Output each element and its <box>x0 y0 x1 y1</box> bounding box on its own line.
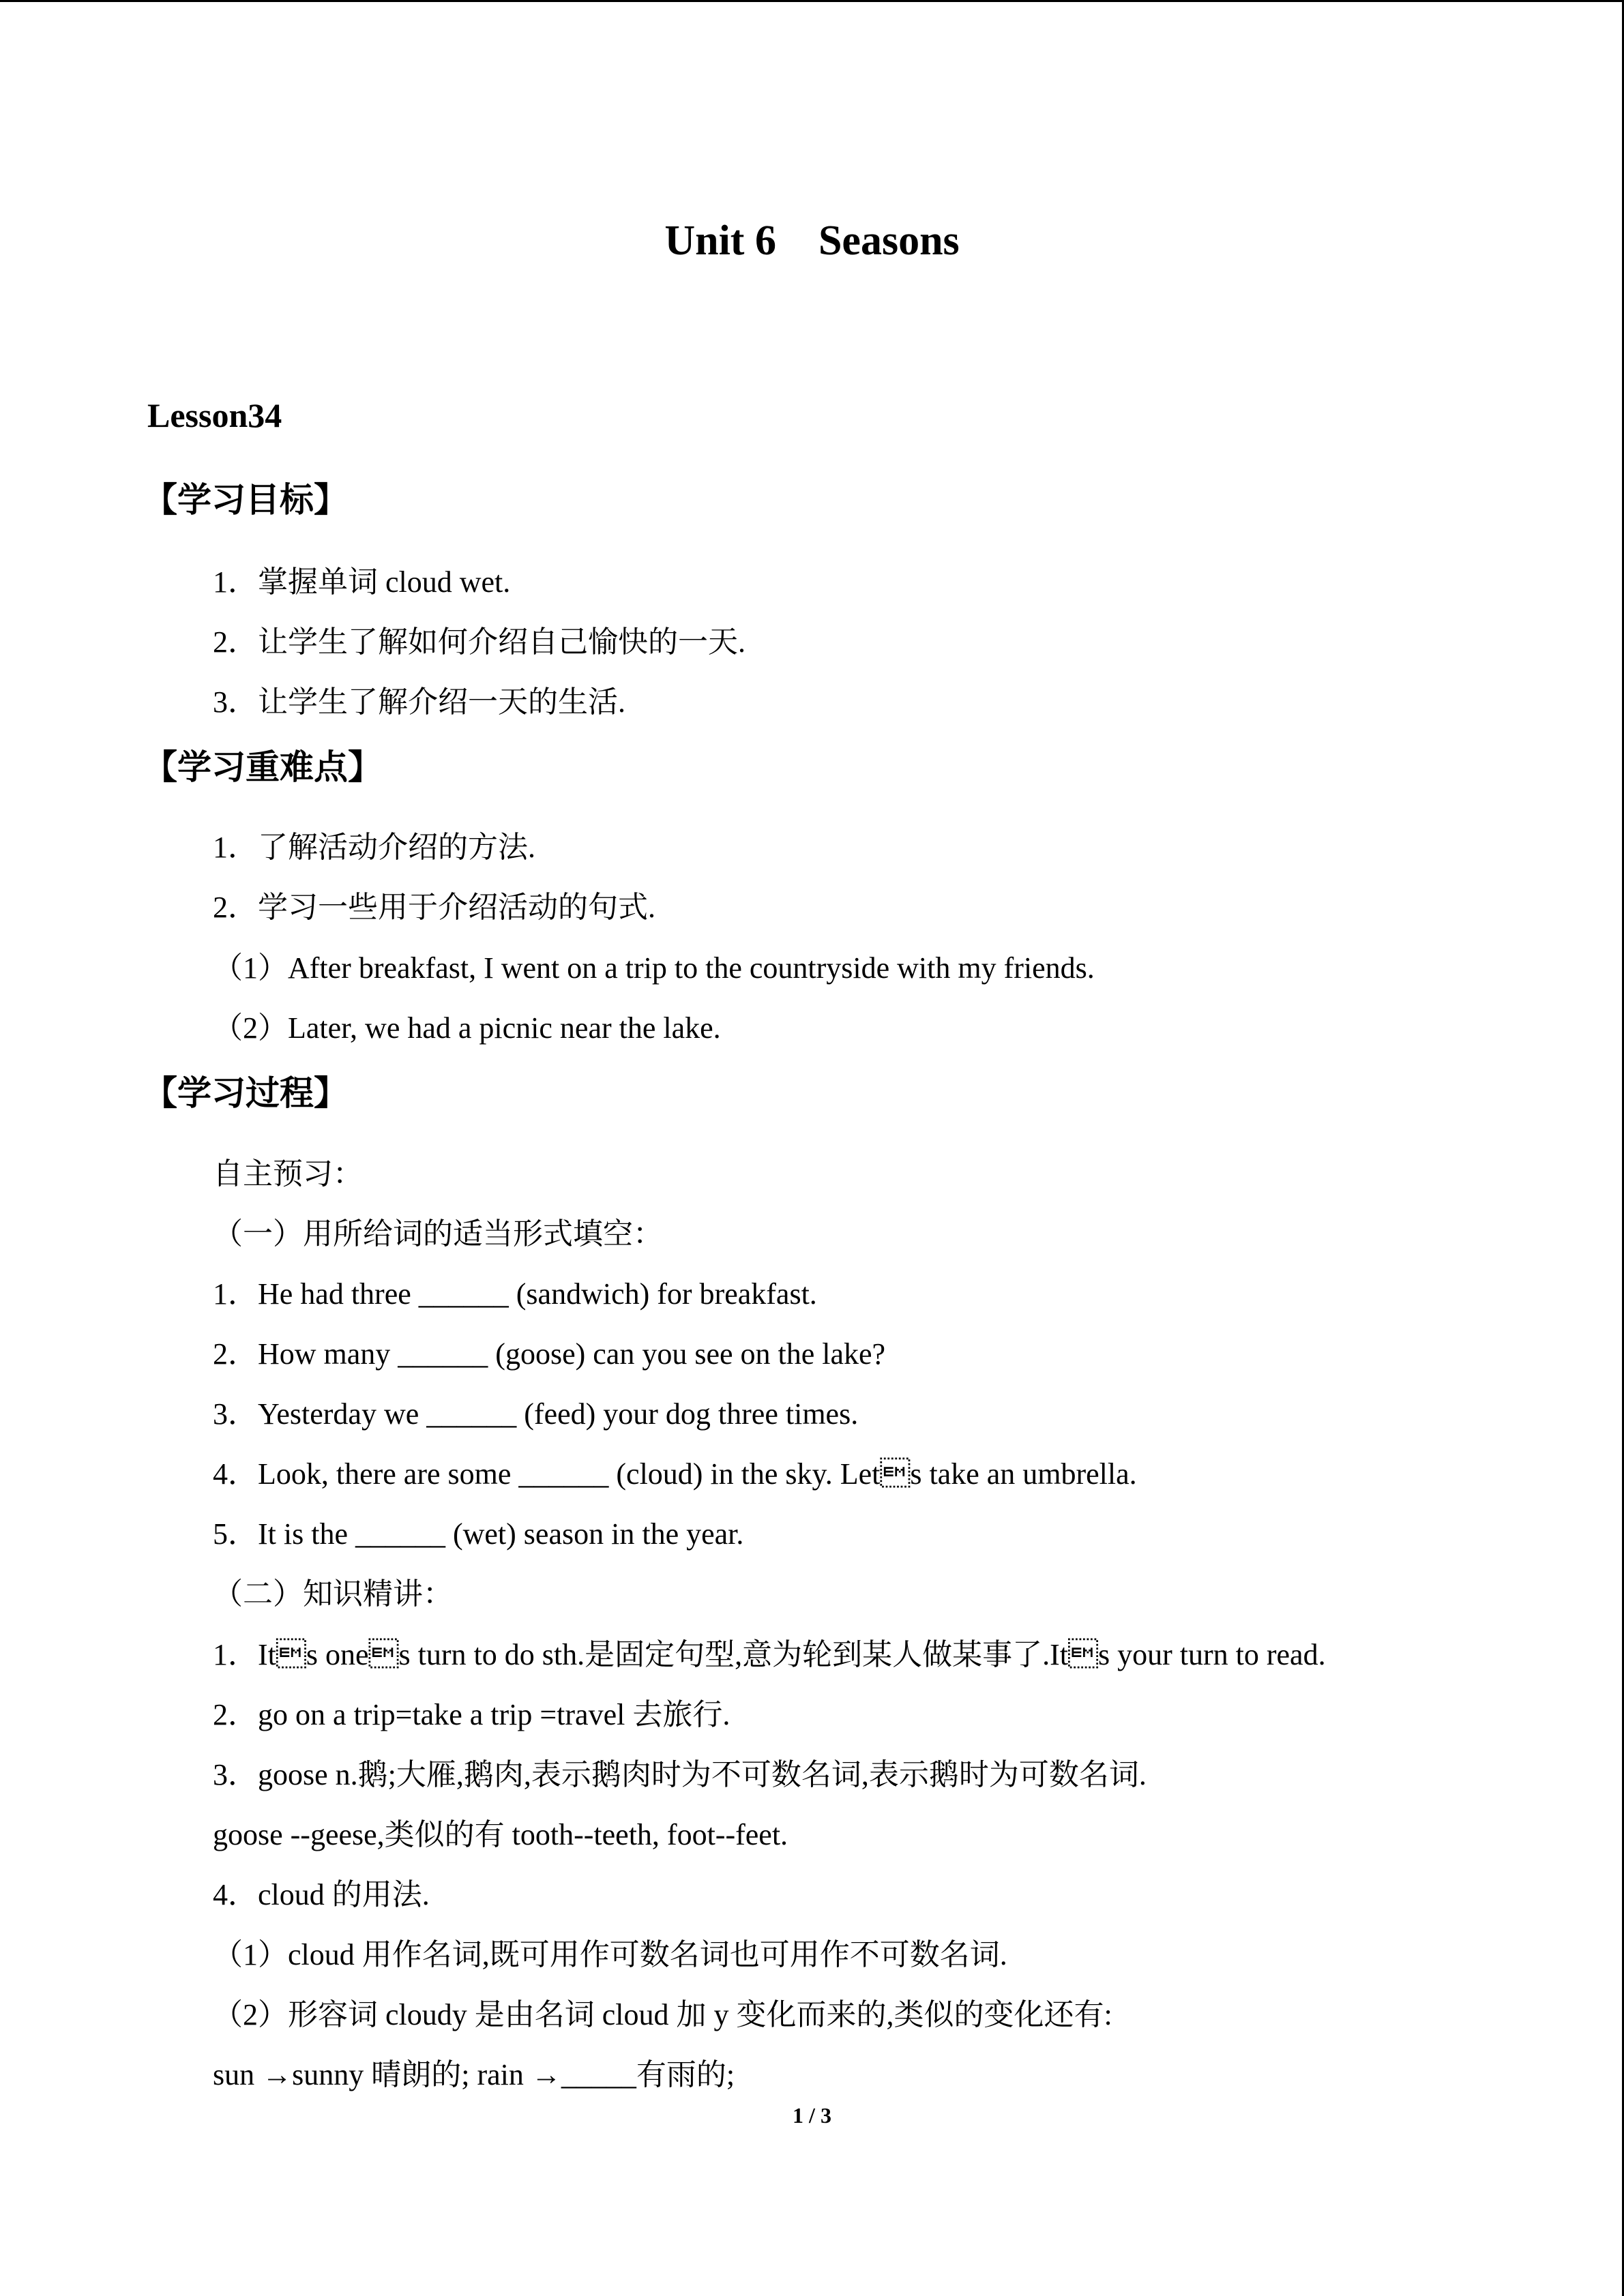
knowledge-item: 1．Its ones turn to do sth.是固定句型,意为轮到某人做某事了.Its your turn to read. <box>213 1638 1326 1671</box>
objective-item: 1．掌握单词 cloud wet. <box>213 565 511 599</box>
key-point-example: （1）After breakfast, I went on a trip to the countryside with my friends. <box>213 951 1095 985</box>
knowledge-item: （1）cloud 用作名词,既可用作可数名词也可用作不可数名词. <box>213 1938 1007 1971</box>
exercise-item: 3．Yesterday we ______ (feed) your dog three times. <box>213 1397 859 1431</box>
key-point-item: 2．学习一些用于介绍活动的句式. <box>213 891 655 924</box>
objective-item: 2．让学生了解如何介绍自己愉快的一天. <box>213 625 745 659</box>
key-points-heading: 【学习重难点】 <box>143 747 382 787</box>
exercise-item: 4．Look, there are some ______ (cloud) in the sky. Lets take an umbrella. <box>213 1457 1137 1491</box>
process-heading: 【学习过程】 <box>143 1073 348 1113</box>
knowledge-item: 2．go on a trip=take a trip =travel 去旅行. <box>213 1698 730 1731</box>
knowledge-item: （2）形容词 cloudy 是由名词 cloud 加 y 变化而来的,类似的变化还有: <box>213 1998 1112 2031</box>
exercise-item: 5．It is the ______ (wet) season in the year. <box>213 1517 744 1551</box>
objectives-heading: 【学习目标】 <box>143 480 348 520</box>
exercise-item: 1．He had three ______ (sandwich) for breakfast. <box>213 1277 817 1311</box>
exercise-instruction: （一）用所给词的适当形式填空： <box>213 1217 663 1251</box>
knowledge-item: 4．cloud 的用法. <box>213 1878 430 1911</box>
document-title: Unit 6 Seasons <box>664 218 960 264</box>
process-subheading: 自主预习： <box>213 1157 363 1191</box>
knowledge-item: sun →sunny 晴朗的; rain →_____有雨的; <box>213 2058 735 2091</box>
page-number: 1 / 3 <box>793 2103 831 2128</box>
knowledge-item: 3．goose n.鹅;大雁,鹅肉,表示鹅肉时为不可数名词,表示鹅时为可数名词. <box>213 1758 1147 1791</box>
exercise-item: 2．How many ______ (goose) can you see on the lake? <box>213 1337 886 1371</box>
objective-item: 3．让学生了解介绍一天的生活. <box>213 685 625 719</box>
knowledge-item: goose --geese,类似的有 tooth--teeth, foot--feet. <box>213 1818 788 1851</box>
lesson-heading: Lesson34 <box>147 396 282 434</box>
key-point-example: （2）Later, we had a picnic near the lake. <box>213 1011 721 1045</box>
key-point-item: 1．了解活动介绍的方法. <box>213 831 535 864</box>
knowledge-subheading: （二）知识精讲： <box>213 1577 453 1611</box>
